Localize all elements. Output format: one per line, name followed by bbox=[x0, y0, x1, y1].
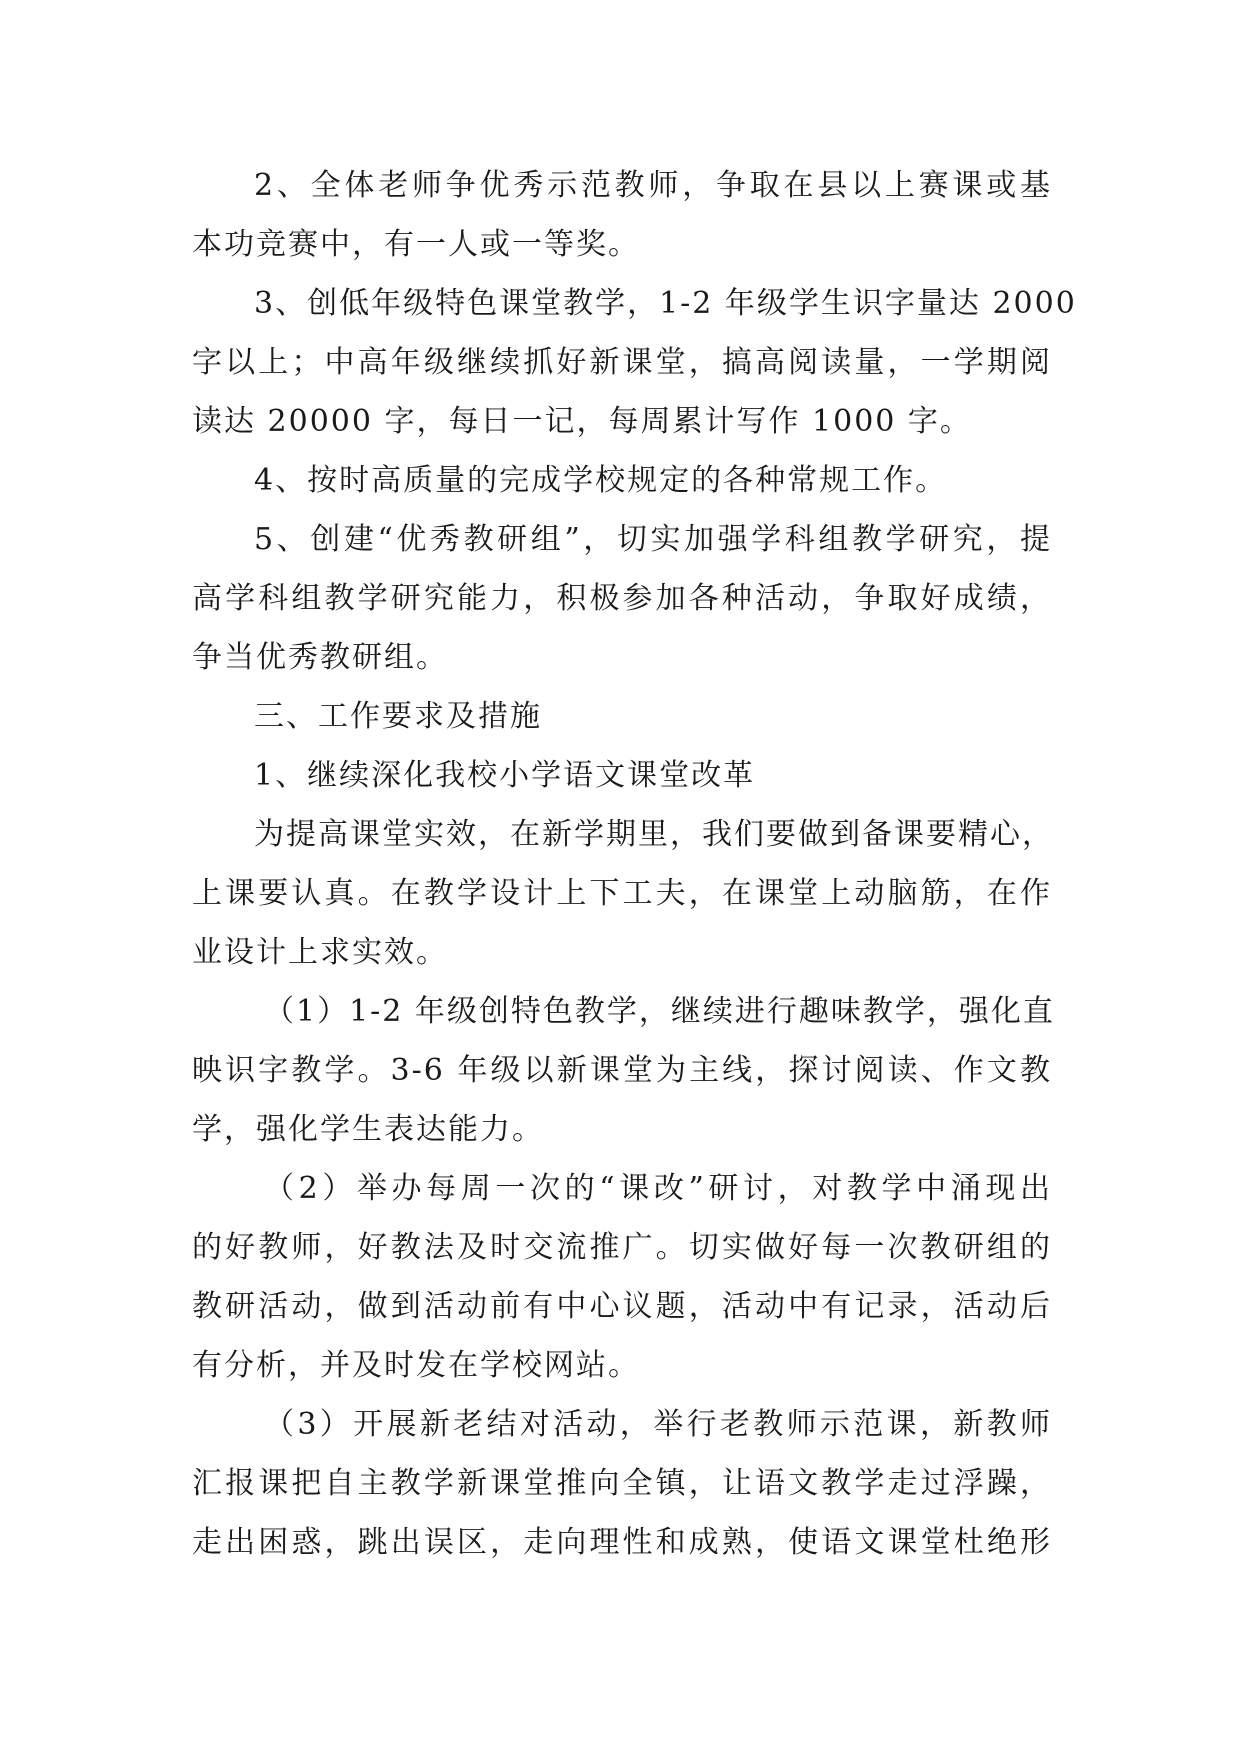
text-line: 4、按时高质量的完成学校规定的各种常规工作。 bbox=[254, 463, 948, 498]
text-line: 字以上；中高年级继续抓好新课堂，搞高阅读量，一学期阅 bbox=[192, 345, 1052, 380]
text-line: 业设计上求实效。 bbox=[192, 935, 448, 970]
text-line: （2）举办每周一次的“课改”研讨，对教学中涌现出 bbox=[264, 1171, 1052, 1206]
text-line: 汇报课把自主教学新课堂推向全镇，让语文教学走过浮躁， bbox=[192, 1466, 1052, 1501]
text-line: 走出困惑，跳出误区，走向理性和成熟，使语文课堂杜绝形 bbox=[192, 1525, 1052, 1560]
text-line: 三、工作要求及措施 bbox=[254, 699, 542, 734]
text-line: （1）1-2 年级创特色教学，继续进行趣味教学，强化直 bbox=[264, 994, 1055, 1029]
text-line: （3）开展新老结对活动，举行老教师示范课，新教师 bbox=[264, 1407, 1052, 1442]
text-line: 3、创低年级特色课堂教学，1-2 年级学生识字量达 2000 bbox=[254, 286, 1077, 321]
text-line: 教研活动，做到活动前有中心议题，活动中有记录，活动后 bbox=[192, 1289, 1052, 1324]
text-line: 为提高课堂实效，在新学期里，我们要做到备课要精心， bbox=[254, 817, 1054, 852]
text-line: 争当优秀教研组。 bbox=[192, 640, 448, 675]
text-line: 学，强化学生表达能力。 bbox=[192, 1112, 544, 1147]
text-line: 有分析，并及时发在学校网站。 bbox=[192, 1348, 640, 1383]
document-body bbox=[192, 156, 1077, 1572]
text-line: 上课要认真。在教学设计上下工夫，在课堂上动脑筋，在作 bbox=[192, 876, 1052, 911]
text-line: 读达 20000 字，每日一记，每周累计写作 1000 字。 bbox=[192, 404, 972, 439]
text-line: 映识字教学。3-6 年级以新课堂为主线，探讨阅读、作文教 bbox=[192, 1053, 1052, 1088]
text-line: 的好教师，好教法及时交流推广。切实做好每一次教研组的 bbox=[192, 1230, 1052, 1265]
text-line: 本功竞赛中，有一人或一等奖。 bbox=[192, 227, 640, 262]
text-line: 5、创建“优秀教研组”，切实加强学科组教学研究，提 bbox=[254, 522, 1052, 557]
text-line: 1、继续深化我校小学语文课堂改革 bbox=[254, 758, 756, 793]
text-line: 高学科组教学研究能力，积极参加各种活动，争取好成绩， bbox=[192, 581, 1052, 616]
text-line: 2、全体老师争优秀示范教师，争取在县以上赛课或基 bbox=[254, 168, 1052, 203]
